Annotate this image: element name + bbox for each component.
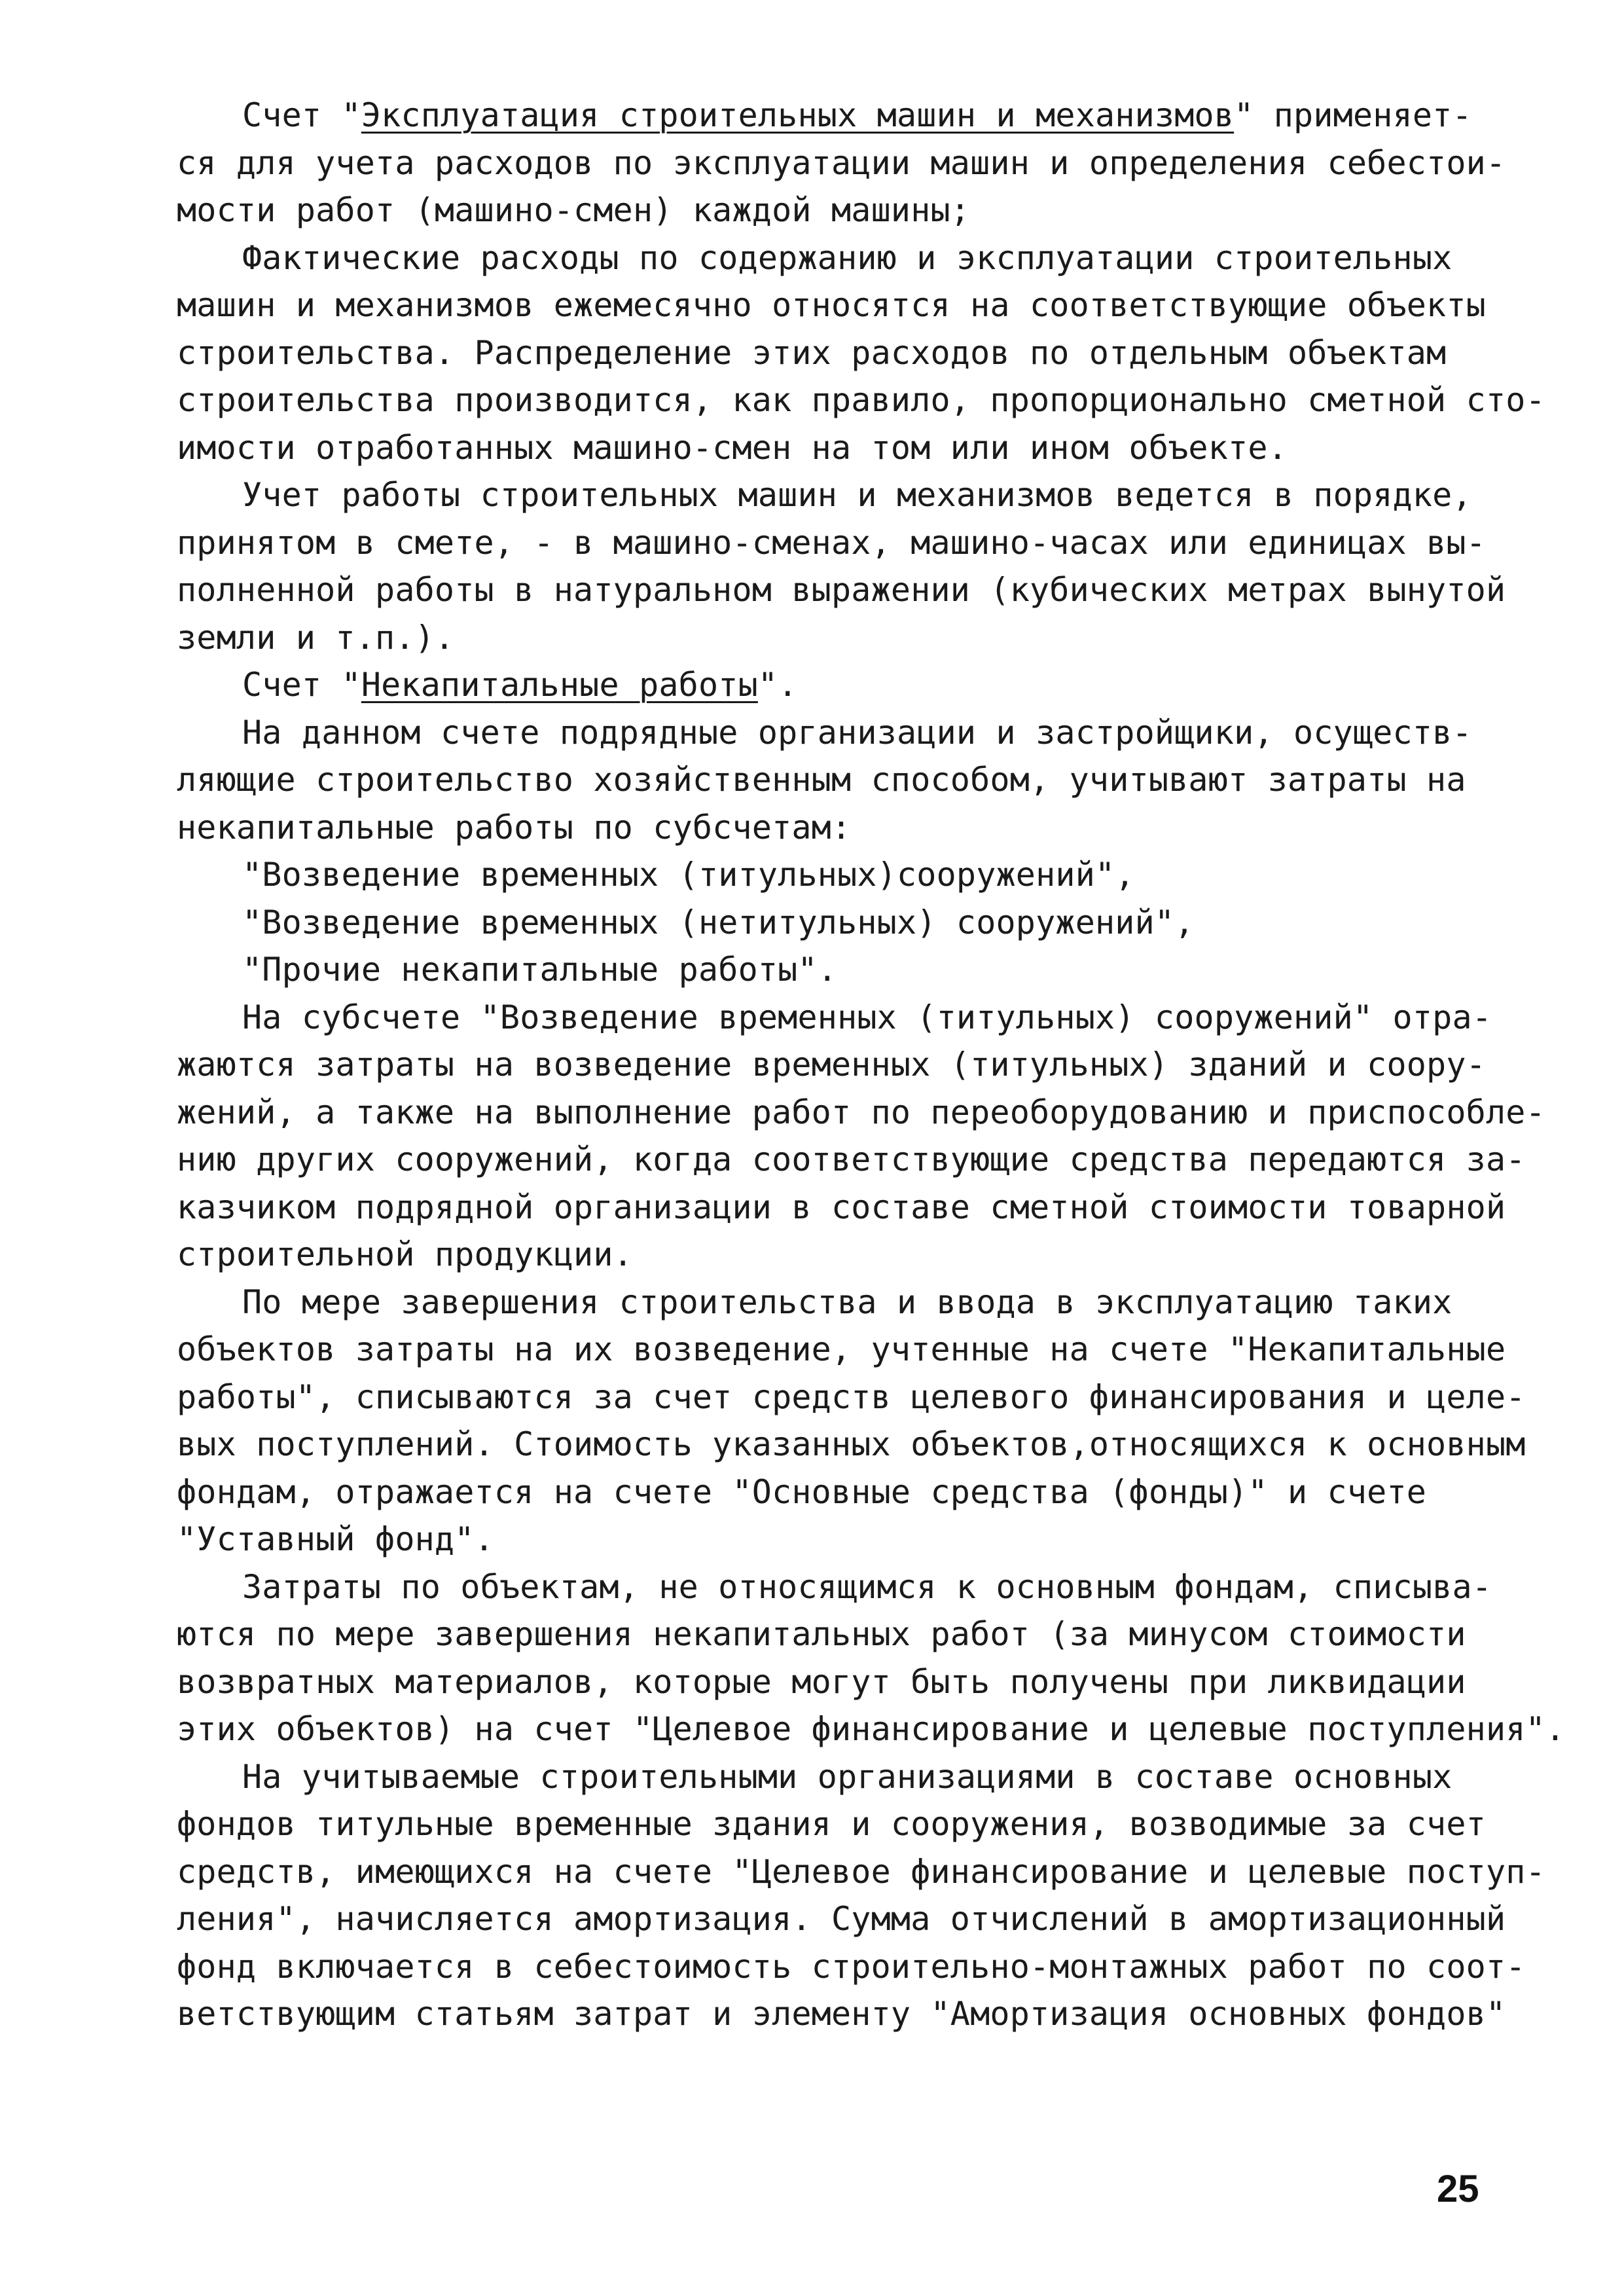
text-line: Затраты по объектам, не относящимся к основным фондам, списыва- <box>242 1567 1492 1606</box>
text-line: возвратных материалов, которые могут быть получены при ликвидации <box>177 1662 1466 1701</box>
text-line: жаются затраты на возведение временных (титульных) зданий и соору- <box>177 1046 1486 1084</box>
text-line: полненной работы в натуральном выражении (кубических метрах вынутой <box>177 571 1506 609</box>
text-line: мости работ (машино-смен) каждой машины; <box>177 191 971 229</box>
paragraph-depreciation <box>177 1753 1545 2038</box>
text-line: фондам, отражается на счете "Основные средства (фонды)" и счете <box>177 1472 1427 1511</box>
account-title-noncapital: Некапитальные работы <box>361 666 758 704</box>
text-line: На учитываемые строительными организациями в составе основных <box>242 1757 1453 1796</box>
text-fragment: Счет " <box>242 96 361 134</box>
text-line: фонд включается в себестоимость строительно-монтажных работ по соот- <box>177 1947 1526 1986</box>
paragraph-writeoff <box>177 1563 1566 1753</box>
text-line: ветствующим статьям затрат и элементу "Амортизация основных фондов" <box>177 1995 1506 2033</box>
document-body <box>177 92 1566 2038</box>
paragraph-subaccounts-intro <box>177 709 1512 852</box>
text-line: строительства производится, как правило, пропорционально сметной сто- <box>177 381 1545 419</box>
text-line: ются по мере завершения некапитальных работ (за минусом стоимости <box>177 1615 1466 1653</box>
text-line: принятом в смете, - в машино-сменах, машино-часах или единицах вы- <box>177 523 1486 562</box>
heading-noncapital-account <box>177 661 1512 709</box>
text-line: ления", начисляется амортизация. Сумма отчислений в амортизационный <box>177 1900 1506 1938</box>
text-line <box>177 92 1512 139</box>
paragraph-titular-subaccount <box>177 994 1545 1279</box>
text-line: строительства. Распределение этих расходов по отдельным объектам <box>177 333 1447 372</box>
text-line: земли и т.п.). <box>177 618 455 657</box>
text-line: По мере завершения строительства и ввода в эксплуатацию таких <box>242 1283 1453 1321</box>
text-line: имости отработанных машино-смен на том или ином объекте. <box>177 428 1288 467</box>
text-line: фондов титульные временные здания и сооружения, возводимые за счет <box>177 1805 1486 1843</box>
text-line: ся для учета расходов по эксплуатации машин и определения себестои- <box>177 143 1506 182</box>
text-line: "Уставный фонд". <box>177 1520 494 1558</box>
subaccount-item: "Прочие некапитальные работы". <box>242 951 838 989</box>
text-fragment: ". <box>757 666 798 704</box>
paragraph-accounting-work <box>177 471 1512 661</box>
paragraph-completion <box>177 1279 1526 1563</box>
text-fragment: Счет " <box>242 666 361 704</box>
text-line: нию других сооружений, когда соответствующие средства передаются за- <box>177 1140 1526 1178</box>
subaccount-item: "Возведение временных (нетитульных) сооружений", <box>242 903 1195 941</box>
text-line: средств, имеющихся на счете "Целевое финансирование и целевые поступ- <box>177 1852 1545 1891</box>
text-line: На субсчете "Возведение временных (титульных) сооружений" отра- <box>242 998 1492 1036</box>
page-number: 25 <box>1437 2168 1479 2210</box>
account-title-machines: Эксплуатация строительных машин и механизмов <box>361 96 1235 134</box>
subaccount-item: "Возведение временных (титульных)сооружений", <box>242 856 1135 894</box>
text-line: На данном счете подрядные организации и застройщики, осуществ- <box>242 713 1472 752</box>
paragraph-actual-costs <box>177 234 1545 472</box>
text-line <box>177 661 1512 709</box>
text-line: строительной продукции. <box>177 1235 633 1273</box>
text-line: объектов затраты на их возведение, учтенные на счете "Некапитальные <box>177 1330 1506 1368</box>
text-line: жений, а также на выполнение работ по переоборудованию и приспособле- <box>177 1093 1545 1131</box>
text-fragment: " применяет- <box>1234 96 1472 134</box>
text-line: ляющие строительство хозяйственным способом, учитывают затраты на <box>177 761 1466 799</box>
text-line: этих объектов) на счет "Целевое финансирование и целевые поступления". <box>177 1710 1566 1748</box>
text-line: Фактические расходы по содержанию и эксплуатации строительных <box>242 238 1453 277</box>
text-line: некапитальные работы по субсчетам: <box>177 808 852 847</box>
subaccounts-list <box>177 851 1512 994</box>
text-line: Учет работы строительных машин и механизмов ведется в порядке, <box>242 476 1472 514</box>
paragraph-machines-account <box>177 92 1512 234</box>
text-line: работы", списываются за счет средств целевого финансирования и целе- <box>177 1377 1526 1416</box>
text-line: вых поступлений. Стоимость указанных объектов,относящихся к основным <box>177 1425 1526 1463</box>
text-line: машин и механизмов ежемесячно относятся на соответствующие объекты <box>177 286 1486 324</box>
text-line: казчиком подрядной организации в составе сметной стоимости товарной <box>177 1188 1506 1226</box>
